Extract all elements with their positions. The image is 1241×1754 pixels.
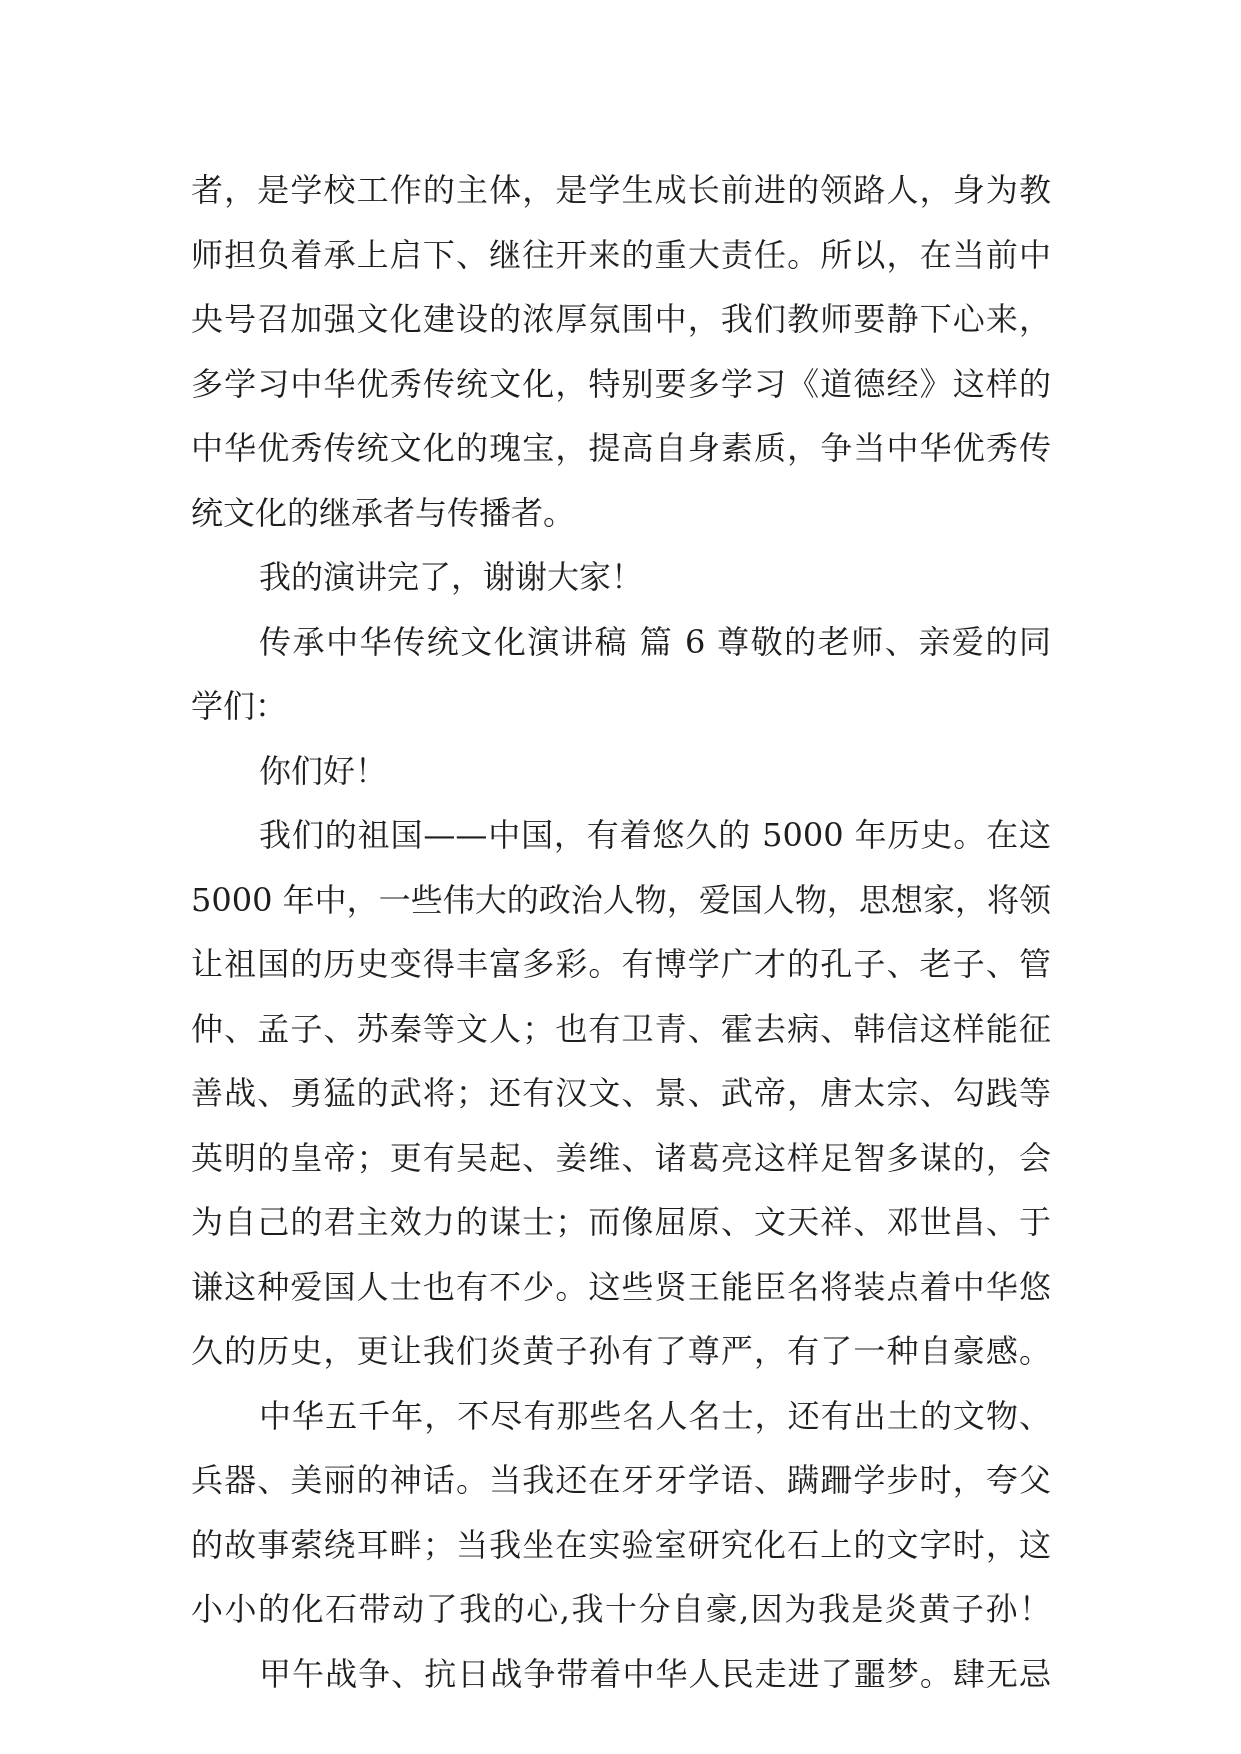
text-line: 兵器、美丽的神话。当我还在牙牙学语、蹒跚学步时，夸父 bbox=[191, 1461, 1051, 1499]
text-line: 师担负着承上启下、继往开来的重大责任。所以，在当前中 bbox=[191, 235, 1051, 274]
text-line: 的故事萦绕耳畔；当我坐在实验室研究化石上的文字时，这 bbox=[191, 1525, 1051, 1564]
text-line: 为自己的君主效力的谋士；而像屈原、文天祥、邓世昌、于 bbox=[191, 1203, 1051, 1241]
text-line: 你们好！ bbox=[259, 751, 388, 790]
text-line: 甲午战争、抗日战争带着中华人民走进了噩梦。肆无忌 bbox=[259, 1654, 1051, 1693]
text-line: 5000 年中，一些伟大的政治人物，爱国人物，思想家，将领 bbox=[191, 880, 1051, 919]
text-line: 让祖国的历史变得丰富多彩。有博学广才的孔子、老子、管 bbox=[191, 945, 1051, 983]
text-line: 中华优秀传统文化的瑰宝，提高自身素质，争当中华优秀传 bbox=[191, 429, 1051, 467]
text-line: 中华五千年，不尽有那些名人名士，还有出土的文物、 bbox=[259, 1396, 1051, 1435]
section-heading-line: 传承中华传统文化演讲稿 篇 6 尊敬的老师、亲爱的同 bbox=[259, 622, 1051, 661]
text-line: 小小的化石带动了我的心,我十分自豪,因为我是炎黄子孙！ bbox=[191, 1590, 1051, 1628]
text-line: 仲、孟子、苏秦等文人；也有卫青、霍去病、韩信这样能征 bbox=[191, 1009, 1051, 1048]
text-line: 多学习中华优秀传统文化，特别要多学习《道德经》这样的 bbox=[191, 364, 1051, 403]
document-body bbox=[191, 158, 1051, 1706]
text-line: 谦这种爱国人士也有不少。这些贤王能臣名将装点着中华悠 bbox=[191, 1267, 1051, 1306]
text-line: 者，是学校工作的主体，是学生成长前进的领路人，身为教 bbox=[191, 171, 1051, 209]
text-line: 学们： bbox=[191, 687, 288, 725]
text-line: 统文化的继承者与传播者。 bbox=[191, 493, 576, 532]
text-line: 善战、勇猛的武将；还有汉文、景、武帝，唐太宗、勾践等 bbox=[191, 1074, 1051, 1112]
text-line: 我的演讲完了，谢谢大家！ bbox=[259, 558, 644, 596]
text-line: 央号召加强文化建设的浓厚氛围中，我们教师要静下心来， bbox=[191, 300, 1051, 338]
text-line: 久的历史，更让我们炎黄子孙有了尊严，有了一种自豪感。 bbox=[191, 1332, 1051, 1370]
text-line: 英明的皇帝；更有吴起、姜维、诸葛亮这样足智多谋的，会 bbox=[191, 1138, 1051, 1177]
text-line: 我们的祖国——中国，有着悠久的 5000 年历史。在这 bbox=[259, 816, 1051, 854]
